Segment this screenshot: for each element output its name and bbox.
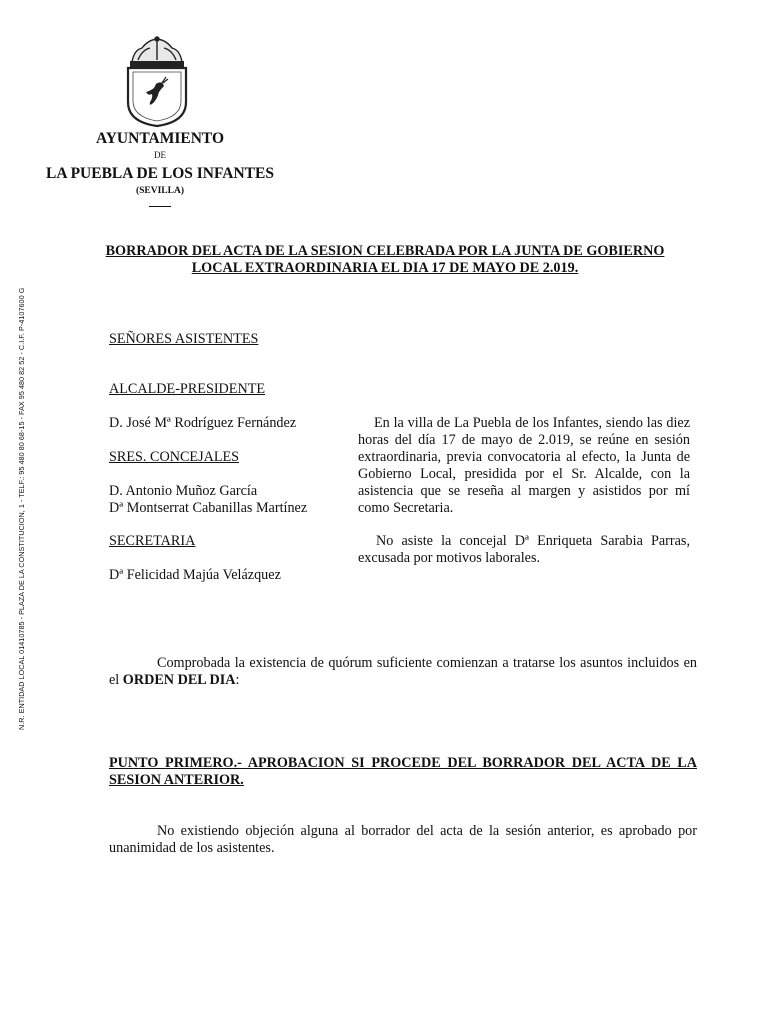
punto-primero-paragraph: No existiendo objeción alguna al borrador del acta de la sesión anterior, es aprobado por unanimidad de los asistentes. xyxy=(109,823,697,856)
letterhead-de: DE xyxy=(154,150,166,160)
quorum-text: Comprobada la existencia de quórum suficiente comienzan a tratarse los asuntos incluidos en el xyxy=(109,655,697,688)
letterhead-ayuntamiento: AYUNTAMIENTO xyxy=(95,130,225,147)
secretaria-name: Dª Felicidad Majúa Velázquez xyxy=(109,567,281,583)
letterhead-town: LA PUEBLA DE LOS INFANTES xyxy=(46,165,274,182)
punto-primero-heading: PUNTO PRIMERO.- APROBACION SI PROCEDE DEL BORRADOR DEL ACTA DE LA SESION ANTERIOR. xyxy=(109,755,697,788)
concejales-heading: SRES. CONCEJALES xyxy=(109,449,240,465)
concejal-name: Dª Montserrat Cabanillas Martínez xyxy=(109,500,308,516)
session-paragraph: En la villa de La Puebla de los Infantes, siendo las diez horas del día 17 de mayo de 2.019, se reúne en sesión extraordinaria, previa convocatoria al efecto, la Junta de Gobierno Local, presidida por el Sr. Alcalde, con la asistencia que se reseña al margen y asistidos por mí como Secretaria. xyxy=(358,415,690,516)
quorum-colon: : xyxy=(235,672,240,688)
concejal-name: D. Antonio Muñoz García xyxy=(109,483,258,499)
coat-of-arms-logo xyxy=(118,36,196,128)
alcalde-heading: ALCALDE-PRESIDENTE xyxy=(109,381,266,397)
alcalde-name: D. José Mª Rodríguez Fernández xyxy=(109,415,297,431)
quorum-paragraph xyxy=(109,655,697,689)
letterhead-province: (SEVILLA) xyxy=(135,186,185,196)
document-title: BORRADOR DEL ACTA DE LA SESION CELEBRADA POR LA JUNTA DE GOBIERNO LOCAL EXTRAORDINARIA EL DIA 17 DE MAYO DE 2.019. xyxy=(105,243,665,276)
absence-paragraph: No asiste la concejal Dª Enriqueta Sarabia Parras, excusada por motivos laborales. xyxy=(358,533,690,566)
orden-del-dia-label: ORDEN DEL DIA xyxy=(122,672,236,688)
side-note: N.R. ENTIDAD LOCAL 01410785 - PLAZA DE LA CONSTITUCION, 1 - TELF.: 95 480 80 68-15 - FAX 95 480 82 52 - C.I.F. P-4107600 G xyxy=(17,287,26,730)
letterhead-divider xyxy=(149,206,171,207)
secretaria-heading: SECRETARIA xyxy=(109,533,196,549)
attendees-heading: SEÑORES ASISTENTES xyxy=(109,331,259,347)
